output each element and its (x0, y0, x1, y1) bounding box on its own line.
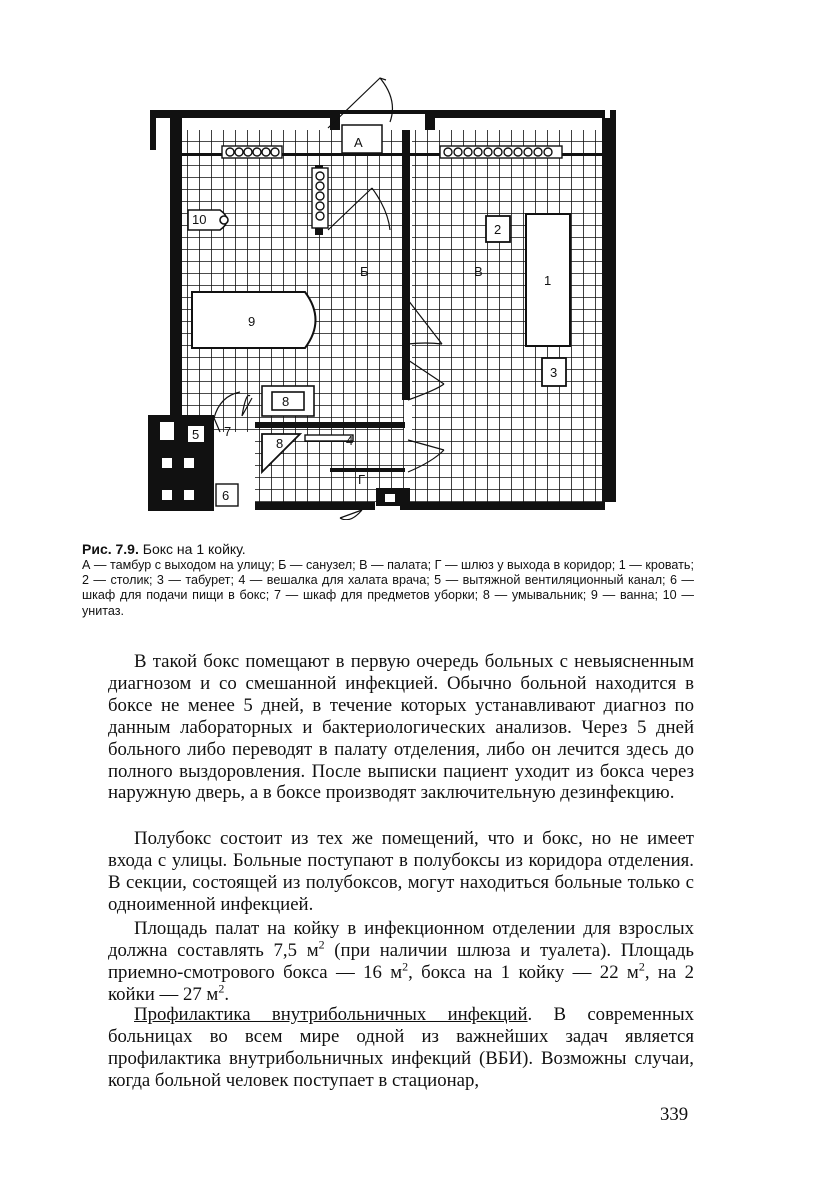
p3-part-a: Площадь палат на койку в инфекционном отделении для взрослых должна составлять 7,5 м (108, 918, 694, 961)
ventilation-shafts (148, 415, 214, 511)
figure-title: Бокс на 1 койку. (142, 541, 246, 557)
p3-part-e: . (224, 983, 230, 1005)
figure-number: Рис. 7.9. (82, 541, 139, 557)
p3-part-d: , на 2 койки — 27 м (108, 961, 694, 1005)
label-ventilation: 5 (192, 427, 200, 442)
p4-rest: . В современных больницах во всем мире одной из важнейших задач является профилактика внутрибольничных инфекций (ВБИ). Возможны случаи, когда больной человек поступает в стационар, (108, 1004, 694, 1091)
label-lock: Г (358, 472, 366, 487)
label-coat-hanger: 4 (346, 433, 354, 448)
figure-legend: А — тамбур с выходом на улицу; Б — санузел; В — палата; Г — шлюз у выхода в коридор; 1 — кровать; 2 — столик; 3 — табурет; 4 — вешалка для халата врача; 5 — вытяжной вентиляционный канал; 6 — шкаф для подачи пищи в бокс; 7 — шкаф для предметов уборки; 8 — умывальник; 9 — ванна; 10 — унитаз. (82, 558, 694, 618)
p3-part-c: , бокса на 1 койку — 22 м (408, 961, 639, 983)
sup-square-a: 2 (318, 937, 325, 952)
label-cleaning-cabinet: 7 (224, 424, 232, 439)
label-ward: В (474, 264, 483, 279)
floor-lock (255, 432, 605, 502)
paragraph-ward-area (108, 918, 694, 1006)
label-food-cabinet: 6 (222, 488, 230, 503)
label-stool: 3 (550, 365, 558, 380)
sup-square-d: 2 (218, 981, 225, 996)
label-bathtub: 9 (248, 314, 256, 329)
section-heading-underlined: Профилактика внутрибольничных инфекций (134, 1004, 528, 1025)
sup-square-b: 2 (402, 959, 409, 974)
figure-caption (82, 540, 694, 619)
corridor-door-swing (340, 510, 362, 520)
radiator-vertical (312, 168, 328, 228)
label-tambour: А (354, 135, 363, 150)
label-toilet: 10 (192, 212, 207, 227)
radiator-right (440, 146, 562, 158)
label-sink: 8 (282, 394, 290, 409)
page-number: 339 (660, 1104, 689, 1125)
label-bed: 1 (544, 273, 552, 288)
paragraph-half-box: Полубокс состоит из тех же помещений, что и бокс, но не имеет входа с улицы. Больные поступают в полубоксы из коридора отделения. В секции, состоящей из полубоксов, могут находиться больные только с одноименной инфекцией. (108, 828, 694, 915)
p3-part-b: (при наличии шлюза и туалета). Площадь приемно-смотрового бокса — 16 м (108, 939, 694, 983)
label-corner-shelf: 8 (276, 436, 284, 451)
sup-square-c: 2 (638, 959, 645, 974)
floor-plan-figure (140, 70, 620, 520)
paragraph-box-usage: В такой бокс помещают в первую очередь больных с невыясненным диагнозом и со смешанной инфекцией. Обычно больной находится в боксе не менее 5 дней, в течение которых устанавливают диагноз по данным лабораторных и бактериологических анализов. Через 5 дней больного либо переводят в палату отделения, либо он лечится здесь до полного выздоровления. После выписки пациент уходит из бокса через наружную дверь, а в боксе производят заключительную дезинфекцию. (108, 651, 694, 804)
label-bedside-table: 2 (494, 222, 502, 237)
paragraph-infection-prevention (108, 1004, 694, 1092)
label-bathroom: Б (360, 264, 369, 279)
radiator-left (222, 146, 282, 158)
